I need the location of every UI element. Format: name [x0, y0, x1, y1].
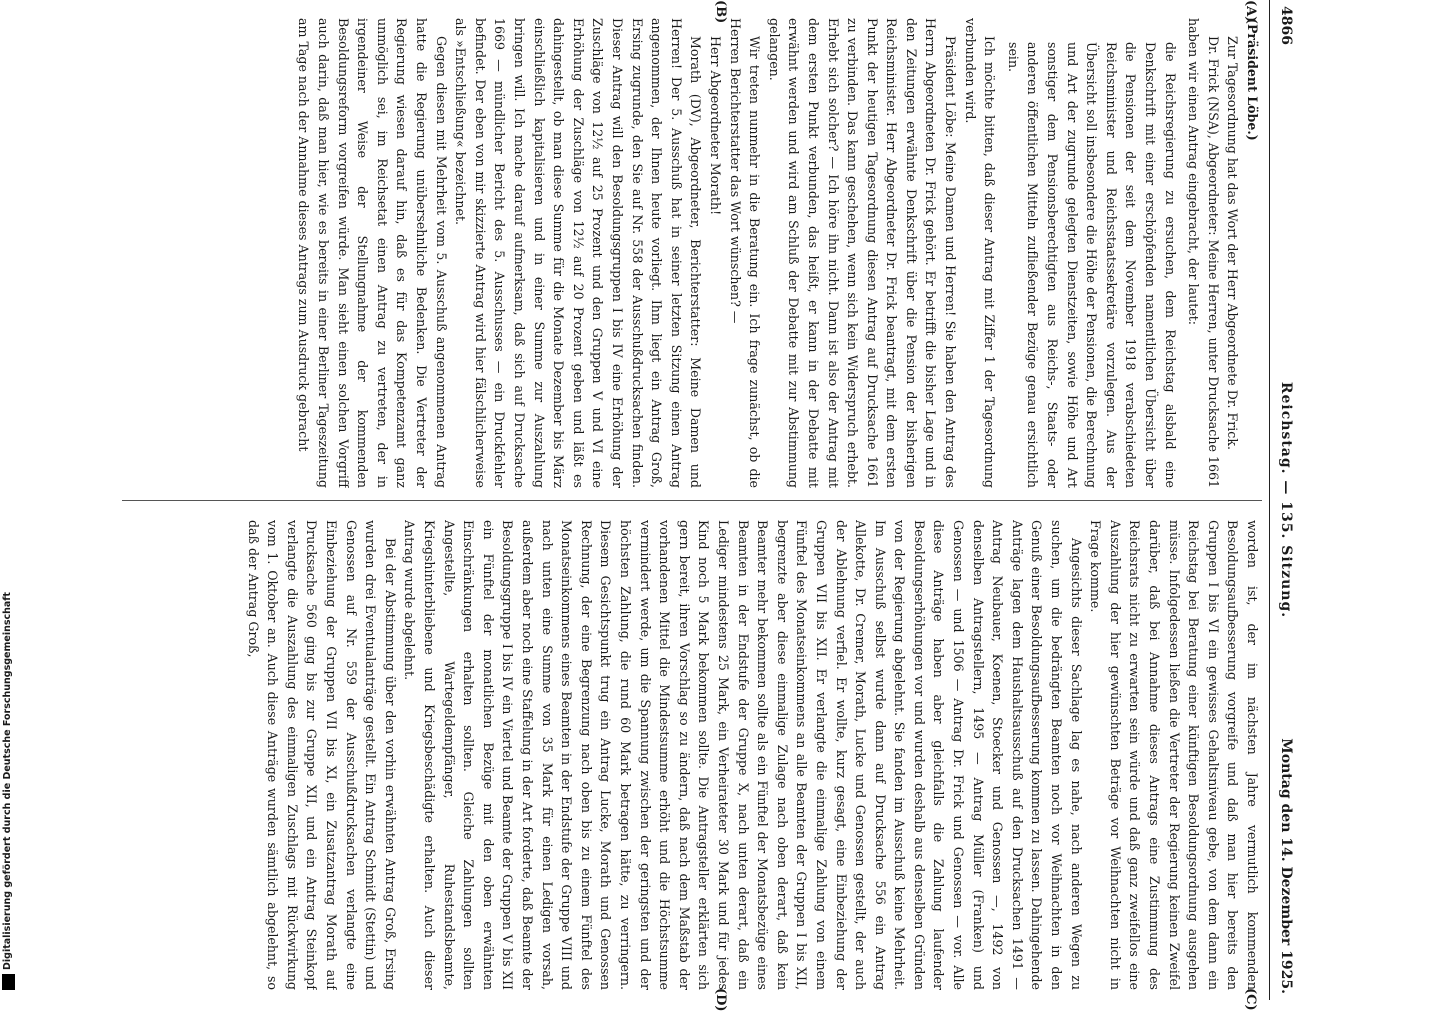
margin-mark-d: (D) — [713, 988, 728, 1012]
paragraph: Gegen diesen mit Mehrheit vom 5. Ausschuß angenommenen Antrag hatte die Regierung unübersehnliche Bedenken. Die Vertreter der Regierung wiesen darauf hin, daß es für das Kompetenzamt ganz unmöglich sei, im Reichsetat einen Antrag zu vertreten, der in irgendeiner Weise der Stellungnahme der kommenden Besoldungsreform vorgreifen würde. Man sieht einen solchen Vorgriff auch darin, daß man hier, wie es bereits in einer Berliner Tageszeitung am Tage nach der Annahme dieses Antrags zum Ausdruck gebracht — [296, 18, 449, 488]
page-header — [1269, 0, 1296, 1000]
paragraph: die Reichsregierung zu ersuchen, dem Reichstag alsbald eine Denkschrift mit einer erschöpfenden namentlichen Übersicht über die Pensionen der seit dem November 1918 verabschiedeten Reichsminister und Reichsstaatssekretäre vorzulegen. Aus der Übersicht soll insbesondere die Höhe der Pensionen, die Berechnung und Art der zugrunde gelegten Dienstzeiten, sowie Höhe und Art sonstiger dem Pensionsberechtigten aus Reichs-, Staats- oder anderen öffentlichen Mitteln zufließender Bezüge genau ersichtlich sein. — [1005, 42, 1178, 488]
margin-mark-b: (B) — [713, 0, 728, 24]
paragraph: Bei der Abstimmung über den vorhin erwähnten Antrag Groß, Ersing wurden drei Eventualanträge gestellt. Ein Antrag Schmidt (Stettin) und Genossen auf Nr. 559 der Ausschußdrucksachen verlangte eine Einbeziehung der Gruppen VII bis XI, ein Zusatzantrag Morath auf Drucksache 560 ging bis zur Gruppe XII, und ein Antrag Steinkopf verlangte die Auszahlung des einmaligen Zuschlags mit Rückwirkung vom 1. Oktober an. Auch diese Anträge wurden sämtlich abgelehnt, so daß der Antrag Groß, — [245, 520, 398, 990]
session-title: Reichstag. — 135. Sitzung. — [1278, 381, 1294, 619]
paragraph: Angesichts dieser Sachlage lag es nahe, nach anderen Wegen zu suchen, um die bedrängten Beamten noch vor Weihnachten in den Genuß einer Besoldungsaufbesserung kommen zu lassen. Dahingehende Anträge lagen dem Haushaltsausschuß auf den Drucksachen 1491 — Antrag Neubauer, Koenen, Stoecker und Genossen —, 1492 von denselben Antragstellern, 1495 — Antrag Müller (Franken) und Genossen — und 1506 — Antrag Dr. Frick und Genossen — vor. Alle diese Anträge haben aber gleichfalls die Zahlung laufender Besoldungserhöhungen vor und wurden deshalb aus denselben Gründen von der Regierung abgelehnt. Sie fanden im Ausschuß keine Mehrheit. Im Ausschuß selbst wurde dann auf Drucksache 556 ein Antrag Allekotte, Dr. Cremer, Morath, Lucke und Genossen gestellt, der auch der Ablehnung verfiel. Er wollte, kurz gesagt, eine Einbeziehung der Gruppen VII bis XII. Er verlangte die einmalige Zahlung von einem Fünftel des Monatseinkommens an alle Beamten der Gruppen I bis XII, begrenzte aber diese einmalige Zulage nach oben derart, daß kein Beamter mehr bekommen sollte als ein Fünftel der Monatsbezüge eines Beamten in der Endstufe der Gruppe X, nach unten derart, daß ein Lediger mindestens 25 Mark, ein Verheirateter 30 Mark und für jedes Kind noch 5 Mark bekommen sollte. Die Antragsteller erklärten sich gern bereit, ihren Vorschlag so zu ändern, daß nach dem Maßstab der vorhandenen Mittel die Mindestsumme erhöht und die Höchstsumme vermindert werde, um die Spannung zwischen der geringsten und der höchsten Zahlung, die rund 60 Mark betragen hätte, zu verringern. Diesem Gesichtspunkt trug ein Antrag Lucke, Morath und Genossen Rechnung, der eine Begrenzung nach oben bis zu einem Fünftel des Monatseinkommens eines Beamten in der Endstufe der Gruppe VIII und nach unten eine Summe von 35 Mark für einen Ledigen vorsah, außerdem aber noch eine Staffelung in der Art forderte, daß Beamte der Besoldungsgruppe I bis IV ein Viertel und Beamte der Gruppen V bis XII ein Fünftel der monatlichen Bezüge mit den oben erwähnten Einschränkungen erhalten sollten. Gleiche Zahlungen sollten Angestellte, Wartegeldempfänger, Ruhestandsbeamte, Kriegshinterbliebene und Kriegsbeschädigte erhalten. Auch dieser Antrag wurde abgelehnt. — [402, 520, 1084, 990]
paragraph: (Präsident Löbe.) — [1245, 18, 1260, 141]
paragraph: Dr. Frick (NSA), Abgeordneter: Meine Herren, unter Drucksache 1661 haben wir einen Antrag eingebracht, der lautet: — [1186, 18, 1221, 488]
paragraph: Wir treten nunmehr in die Beratung ein. Ich frage zunächst, ob die Herren Berichterstatter das Wort wünschen? — — [727, 18, 763, 488]
right-text-column — [112, 520, 1262, 990]
column-divider — [122, 500, 1262, 501]
paragraph: Ich möchte bitten, daß dieser Antrag mit Ziffer 1 der Tagesordnung verbunden wird. — [962, 18, 998, 488]
margin-mark-a: (A) — [1243, 0, 1258, 23]
page-number: 4866 — [1278, 6, 1294, 45]
paragraph: Morath (DV), Abgeordneter, Berichterstatter: Meine Damen und Herren! Der 5. Ausschuß hat in seiner letzten Sitzung einen Antrag angenommen, der Ihnen heute vorliegt. Ihm liegt ein Antrag Groß, Ersing zugrunde, den Sie auf Nr. 558 der Ausschußdrucksachen finden. Dieser Antrag will den Besoldungsgruppen I bis IV eine Erhöhung der Zuschläge von 12½ auf 25 Prozent und den Gruppen V und VI eine Erhöhung der Zuschläge von 12½ auf 20 Prozent geben und läßt es dahingestellt, ob man diese Summe für die Monate Dezember bis März einschließlich kapitalisieren und in einer Summe zur Auszahlung bringen will. Ich mache darauf aufmerksam, daß sich auf Drucksache 1669 — mündlicher Bericht des 5. Ausschusses — ein Druckfehler befindet. Der eben von mir skizzierte Antrag wird hier fälschlicherweise als »Entschließung« bezeichnet. — [453, 18, 704, 488]
session-date: Montag den 14. Dezember 1925. — [1278, 738, 1294, 994]
dfg-logo — [2, 974, 15, 990]
paragraph: Präsident Löbe: Meine Damen und Herren! Sie haben den Antrag des Herrn Abgeordneten Dr. Frick gehört. Er betrifft die bisher Lage und in den Zeitungen erwähnte Denkschrift über die Pension der bisherigen Reichsminister. Herr Abgeordneter Dr. Frick beantragt, mit dem ersten Punkt der heutigen Tagesordnung diesen Antrag auf Drucksache 1661 zu verbinden. Das kann geschehen, wenn sich kein Widerspruch erhebt. Erhebt sich solcher? — Ich höre ihn nicht. Dann ist also der Antrag mit dem ersten Punkt verbunden, das heißt, er kann in der Debatte mit erwähnt werden und wird am Schluß der Debatte mit zur Abstimmung gelangen. — [766, 18, 959, 488]
left-text-column — [112, 18, 1262, 488]
paragraph: Herr Abgeordneter Morath! — [707, 36, 723, 216]
footer-credit: Digitalisierung gefördert durch die Deutsche Forschungsgemeinschaft — [2, 592, 13, 970]
paragraph: worden ist, der im nächsten Jahre vermutlich kommenden Besoldungsaufbesserung vorgreife und daß man hier bereits den Gruppen I bis VI ein gewisses Gehaltsniveau gebe, von dem dann ein Reichstag bei Beratung einer künftigen Besoldungsordnung ausgehen müsse. Infolgedessen ließen die Vertreter der Regierung keinen Zweifel darüber, daß bei Annahme dieses Antrags eine Zustimmung des Reichsrats nicht zu erwarten sein würde und daß ganz zweifellos eine Auszahlung der hier gewünschten Beträge vor Weihnachten nicht in Frage komme. — [1088, 520, 1260, 990]
paragraph: Zur Tagesordnung hat das Wort der Herr Abgeordnete Dr. Frick. — [1225, 36, 1241, 450]
rotated-page — [100, 0, 1300, 1012]
margin-mark-c: (C) — [1243, 988, 1258, 1011]
digitization-footer — [2, 592, 16, 990]
